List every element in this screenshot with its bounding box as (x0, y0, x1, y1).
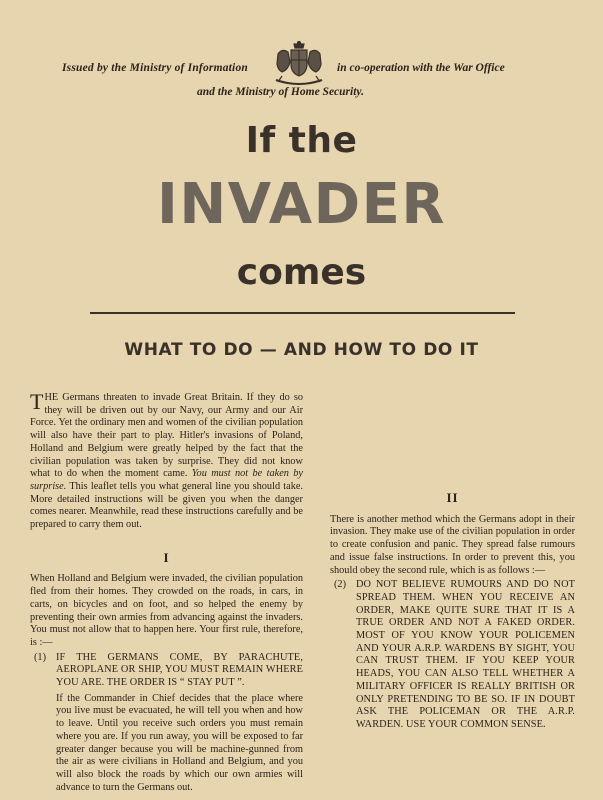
rule-1-text: IF THE GERMANS COME, BY PARACHUTE, AEROPLANE OR SHIP, YOU MUST REMAIN WHERE YOU ARE. THE ORDER IS “ STAY PUT ”. (56, 651, 303, 689)
right-column (330, 392, 575, 732)
intro-paragraph (30, 389, 303, 532)
drop-cap: T (30, 389, 44, 414)
section-heading-2: II (446, 490, 459, 505)
intro-emphasis: You must not be taken by surprise. (30, 468, 303, 492)
royal-coat-of-arms-icon (270, 40, 328, 88)
intro-text-b: This leaflet tells you what general line you should take. More detailed instructions will be given you when the danger comes nearer. Meanwhile, read these instructions carefully and be prepared to carry them out. (30, 480, 303, 531)
rule-1-number: (1) (34, 651, 47, 663)
rule-2-number: (2) (334, 579, 347, 591)
title-line-1: If the (245, 120, 358, 161)
issuer-header (0, 40, 603, 110)
title-invader: INVADER (157, 172, 446, 237)
intro-text-a: HE Germans threaten to invade Great Britain. If they do so they will be driven out by our Navy, our Army and our Air Force. Yet the ordinary men and women of the civilian population will also have their part to play. Hitler's invasions of Poland, Holland and Belgium were greatly helped by the fact that the civilian population was taken by surprise. They did not know what to do when the moment came. (30, 392, 303, 480)
rule-2-text: DO NOT BELIEVE RUMOURS AND DO NOT SPREAD THEM. WHEN YOU RECEIVE AN ORDER, MAKE QUITE SURE THAT IT IS A TRUE ORDER AND NOT A FAKED ORDER. MOST OF YOU KNOW YOUR POLICEMEN AND YOUR A.R.P. WARDENS BY SIGHT, YOU CAN TRUST THEM. IF YOU KEEP YOUR HEADS, YOU CAN ALSO TELL WHETHER A MILITARY OFFICER IS REALLY BRITISH OR ONLY PRETENDING TO BE SO. IF IN DOUBT ASK THE POLICEMAN OR THE A.R.P. WARDEN. USE YOUR COMMON SENSE. (356, 579, 575, 730)
title-line-3: comes (236, 252, 367, 293)
section-heading-1: I (163, 549, 170, 565)
rule-2 (330, 579, 575, 731)
left-column (30, 389, 303, 794)
issuer-line-right: in co-operation with the War Office (337, 62, 505, 74)
section2-text: There is another method which the Germans adopt in their invasion. They make use of the civilian population in order to create confusion and panic. They spread false rumours and issue false instructions. In order to prevent this, you should obey the second rule, which is as follows :— (330, 513, 575, 576)
issuer-line-second: and the Ministry of Home Security. (197, 86, 364, 98)
title-divider (90, 312, 515, 314)
issuer-line-left: Issued by the Ministry of Information (62, 62, 248, 74)
rule-1 (30, 652, 303, 690)
subtitle: WHAT TO DO — AND HOW TO DO IT (124, 340, 479, 360)
section1-text: When Holland and Belgium were invaded, the civilian population fled from their homes. They crowded on the roads, in cars, in carts, on bicycles and on foot, and so helped the enemy by preventing their own armies from advancing against the invaders. You must not allow that to happen here. Your first rule, therefore, is :— (30, 573, 303, 648)
section1-follow-text: If the Commander in Chief decides that the place where you live must be evacuated, he will tell you when and how to leave. Until you receive such orders you must remain where you are. If you run away, you will be exposed to far greater danger because you will be machine-gunned from the air as were civilians in Holland and Belgium, and you will also block the roads by which our own armies will advance to turn the Germans out. (56, 692, 303, 793)
